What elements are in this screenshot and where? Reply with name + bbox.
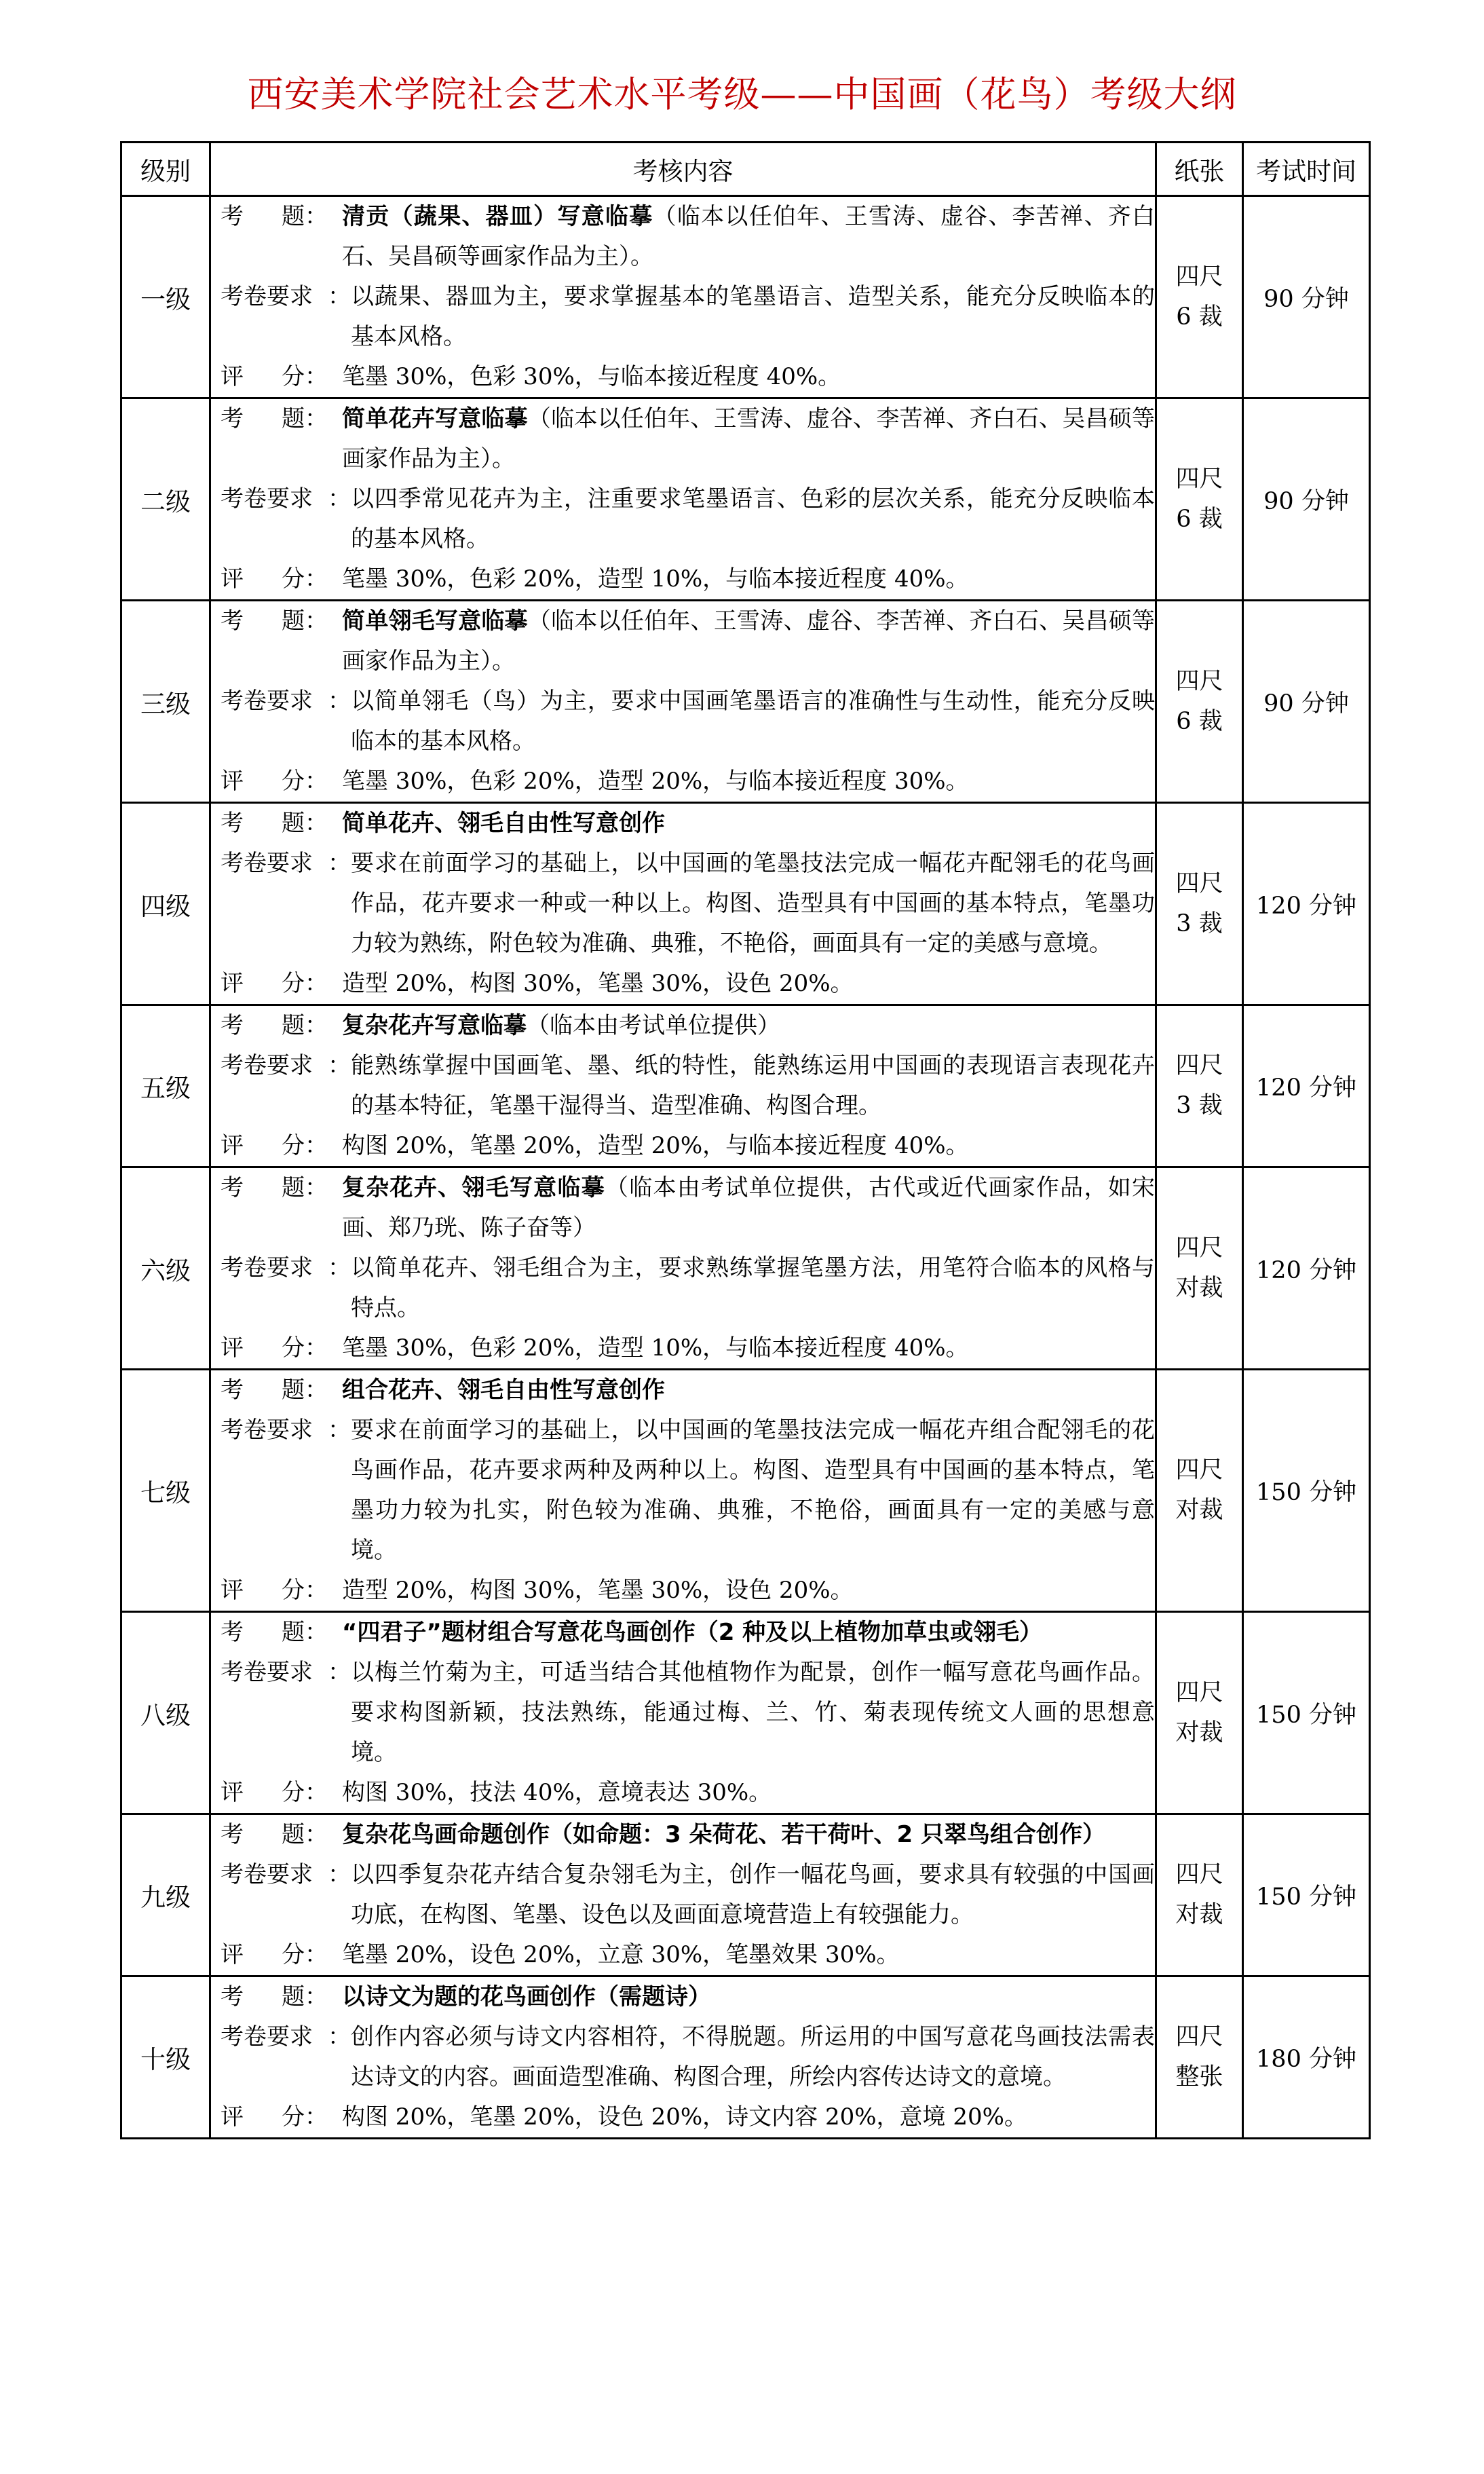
score-line	[211, 1126, 1155, 1166]
score-line	[211, 964, 1155, 1004]
topic-title: 以诗文为题的花鸟画创作（需题诗）	[342, 1983, 711, 2010]
score-line	[211, 559, 1155, 599]
score-text: 构图 30%，技法 40%，意境表达 30%。	[342, 1779, 772, 1806]
table-row	[121, 1612, 1370, 1814]
topic-label: 考 题 ：	[221, 203, 328, 230]
requirement-label: 考卷要求 ：	[221, 1417, 351, 1444]
score-text: 构图 20%，笔墨 20%，设色 20%，诗文内容 20%，意境 20%。	[342, 2103, 1027, 2131]
topic-label: 考 题 ：	[221, 1619, 328, 1646]
paper-cut: 对裁	[1175, 1901, 1223, 1928]
requirement-label: 考卷要求 ：	[221, 2023, 351, 2050]
topic-note: （临本由考试单位提供）	[527, 1012, 780, 1039]
paper-cut: 整张	[1175, 2063, 1223, 2091]
requirement-label: 考卷要求 ：	[221, 283, 351, 310]
score-text: 造型 20%，构图 30%，笔墨 30%，设色 20%。	[342, 1577, 854, 1604]
score-line	[211, 762, 1155, 802]
requirement-text: 以蔬果、器皿为主，要求掌握基本的笔墨语言、造型关系，能充分反映临本的基本风格。	[351, 283, 1155, 350]
time-cell: 150 分钟	[1243, 1612, 1370, 1814]
topic-title: 简单花卉写意临摹	[342, 405, 528, 432]
topic-label: 考 题 ：	[221, 607, 328, 635]
requirement-text: 以梅兰竹菊为主，可适当结合其他植物作为配景，创作一幅写意花鸟画作品。要求构图新颖，技法熟练，能通过梅、兰、竹、菊表现传统文人画的思想意境。	[351, 1659, 1155, 1766]
topic-line	[211, 1977, 1155, 2017]
time-cell: 120 分钟	[1243, 803, 1370, 1005]
topic-title: 复杂花鸟画命题创作（如命题：3 朵荷花、若干荷叶、2 只翠鸟组合创作）	[342, 1821, 1105, 1848]
requirement-label: 考卷要求 ：	[221, 1861, 351, 1888]
paper-cell	[1156, 1370, 1243, 1612]
time-cell: 90 分钟	[1243, 196, 1370, 398]
requirement-label: 考卷要求 ：	[221, 688, 351, 715]
level-cell: 七级	[121, 1370, 210, 1612]
content-cell	[210, 1167, 1156, 1370]
paper-cut: 3 裁	[1176, 910, 1223, 937]
paper-cell	[1156, 196, 1243, 398]
paper-size: 四尺	[1175, 2023, 1223, 2050]
score-label: 评 分 ：	[221, 565, 328, 593]
time-cell: 150 分钟	[1243, 1814, 1370, 1976]
table-row	[121, 1814, 1370, 1976]
requirement-line	[211, 1248, 1155, 1328]
score-label: 评 分 ：	[221, 1132, 328, 1159]
content-cell	[210, 398, 1156, 601]
topic-label: 考 题 ：	[221, 1376, 328, 1404]
requirement-line	[211, 681, 1155, 762]
level-cell: 九级	[121, 1814, 210, 1976]
topic-line	[211, 1168, 1155, 1248]
topic-label: 考 题 ：	[221, 1821, 328, 1848]
exam-outline-table	[120, 141, 1371, 2139]
paper-cut: 对裁	[1175, 1719, 1223, 1746]
requirement-text: 要求在前面学习的基础上，以中国画的笔墨技法完成一幅花卉配翎毛的花鸟画作品，花卉要求一种或一种以上。构图、造型具有中国画的基本特点，笔墨功力较为熟练，附色较为准确、典雅，不艳俗，画面具有一定的美感与意境。	[351, 850, 1155, 957]
score-label: 评 分 ：	[221, 363, 328, 390]
level-cell: 十级	[121, 1976, 210, 2139]
requirement-line	[211, 277, 1155, 357]
paper-cell	[1156, 1167, 1243, 1370]
score-line	[211, 1773, 1155, 1813]
requirement-text: 以四季常见花卉为主，注重要求笔墨语言、色彩的层次关系，能充分反映临本的基本风格。	[351, 485, 1155, 552]
time-cell: 90 分钟	[1243, 601, 1370, 803]
requirement-text: 能熟练掌握中国画笔、墨、纸的特性，能熟练运用中国画的表现语言表现花卉的基本特征，笔墨干湿得当、造型准确、构图合理。	[351, 1052, 1155, 1119]
topic-line	[211, 1613, 1155, 1653]
score-label: 评 分 ：	[221, 1334, 328, 1362]
score-label: 评 分 ：	[221, 1779, 328, 1806]
header-level: 级别	[121, 143, 210, 196]
requirement-text: 要求在前面学习的基础上，以中国画的笔墨技法完成一幅花卉组合配翎毛的花鸟画作品，花卉要求两种及两种以上。构图、造型具有中国画的基本特点，笔墨功力较为扎实，附色较为准确、典雅，不艳俗，画面具有一定的美感与意境。	[351, 1417, 1155, 1564]
paper-cell	[1156, 1612, 1243, 1814]
header-content: 考核内容	[210, 143, 1156, 196]
paper-size: 四尺	[1175, 667, 1223, 695]
topic-line	[211, 601, 1155, 681]
topic-line	[211, 1815, 1155, 1855]
requirement-line	[211, 1410, 1155, 1571]
score-text: 笔墨 30%，色彩 30%，与临本接近程度 40%。	[342, 363, 841, 390]
paper-cut: 对裁	[1175, 1274, 1223, 1302]
score-label: 评 分 ：	[221, 1577, 328, 1604]
requirement-label: 考卷要求 ：	[221, 1052, 351, 1079]
paper-cut: 对裁	[1175, 1497, 1223, 1524]
content-cell	[210, 601, 1156, 803]
time-cell: 90 分钟	[1243, 398, 1370, 601]
level-cell: 六级	[121, 1167, 210, 1370]
time-cell: 150 分钟	[1243, 1370, 1370, 1612]
score-label: 评 分 ：	[221, 1941, 328, 1968]
topic-label: 考 题 ：	[221, 1983, 328, 2010]
requirement-line	[211, 1653, 1155, 1773]
paper-cell	[1156, 1814, 1243, 1976]
score-label: 评 分 ：	[221, 970, 328, 997]
requirement-text: 创作内容必须与诗文内容相符，不得脱题。所运用的中国写意花鸟画技法需表达诗文的内容。画面造型准确、构图合理，所绘内容传达诗文的意境。	[351, 2023, 1155, 2091]
score-line	[211, 1571, 1155, 1611]
time-cell: 120 分钟	[1243, 1005, 1370, 1167]
content-cell	[210, 1814, 1156, 1976]
level-cell: 一级	[121, 196, 210, 398]
topic-title: “四君子”题材组合写意花鸟画创作（2 种及以上植物加草虫或翎毛）	[342, 1619, 1043, 1646]
paper-cut: 6 裁	[1176, 303, 1223, 331]
paper-cell	[1156, 601, 1243, 803]
topic-title: 清贡（蔬果、器皿）写意临摹	[342, 203, 653, 230]
topic-line	[211, 399, 1155, 479]
paper-cut: 6 裁	[1176, 505, 1223, 533]
requirement-label: 考卷要求 ：	[221, 1254, 351, 1281]
topic-title: 简单翎毛写意临摹	[342, 607, 528, 635]
paper-cut: 3 裁	[1176, 1092, 1223, 1119]
score-label: 评 分 ：	[221, 768, 328, 795]
requirement-text: 以四季复杂花卉结合复杂翎毛为主，创作一幅花鸟画，要求具有较强的中国画功底，在构图、笔墨、设色以及画面意境营造上有较强能力。	[351, 1861, 1155, 1928]
topic-line	[211, 1006, 1155, 1046]
time-cell: 120 分钟	[1243, 1167, 1370, 1370]
topic-title: 复杂花卉、翎毛写意临摹	[342, 1174, 605, 1201]
paper-cut: 6 裁	[1176, 707, 1223, 735]
table-row	[121, 398, 1370, 601]
score-line	[211, 1328, 1155, 1368]
requirement-label: 考卷要求 ：	[221, 1659, 351, 1686]
requirement-text: 以简单花卉、翎毛组合为主，要求熟练掌握笔墨方法，用笔符合临本的风格与特点。	[351, 1254, 1155, 1322]
content-cell	[210, 803, 1156, 1005]
requirement-label: 考卷要求 ：	[221, 850, 351, 877]
time-cell: 180 分钟	[1243, 1976, 1370, 2139]
paper-size: 四尺	[1175, 1861, 1223, 1888]
paper-size: 四尺	[1175, 1457, 1223, 1484]
paper-cell	[1156, 398, 1243, 601]
content-cell	[210, 196, 1156, 398]
table-row	[121, 1370, 1370, 1612]
topic-note: （临本以任伯年、王雪涛、虚谷、李苦禅、齐白石、吴昌硕等画家作品为主）。	[342, 607, 1156, 675]
paper-size: 四尺	[1175, 465, 1223, 493]
paper-size: 四尺	[1175, 1679, 1223, 1706]
score-text: 造型 20%，构图 30%，笔墨 30%，设色 20%。	[342, 970, 854, 997]
requirement-line	[211, 1855, 1155, 1935]
table-header-row	[121, 143, 1370, 196]
requirement-line	[211, 1046, 1155, 1126]
topic-title: 简单花卉、翎毛自由性写意创作	[342, 810, 665, 837]
requirement-line	[211, 479, 1155, 559]
score-text: 笔墨 20%，设色 20%，立意 30%，笔墨效果 30%。	[342, 1941, 900, 1968]
topic-note: （临本由考试单位提供，古代或近代画家作品，如宋画、郑乃珖、陈子奋等）	[342, 1174, 1155, 1241]
topic-note: （临本以任伯年、王雪涛、虚谷、李苦禅、齐白石、吴昌硕等画家作品为主）。	[342, 203, 1155, 270]
topic-label: 考 题 ：	[221, 1012, 328, 1039]
topic-label: 考 题 ：	[221, 1174, 328, 1201]
table-row	[121, 1005, 1370, 1167]
table-row	[121, 601, 1370, 803]
level-cell: 二级	[121, 398, 210, 601]
content-cell	[210, 1005, 1156, 1167]
paper-cell	[1156, 803, 1243, 1005]
score-label: 评 分 ：	[221, 2103, 328, 2131]
table-row	[121, 803, 1370, 1005]
level-cell: 三级	[121, 601, 210, 803]
level-cell: 八级	[121, 1612, 210, 1814]
paper-size: 四尺	[1175, 263, 1223, 290]
score-text: 笔墨 30%，色彩 20%，造型 10%，与临本接近程度 40%。	[342, 565, 969, 593]
table-row	[121, 1976, 1370, 2139]
requirement-label: 考卷要求 ：	[221, 485, 351, 512]
topic-title: 组合花卉、翎毛自由性写意创作	[342, 1376, 665, 1404]
score-text: 笔墨 30%，色彩 20%，造型 20%，与临本接近程度 30%。	[342, 768, 969, 795]
topic-note: （临本以任伯年、王雪涛、虚谷、李苦禅、齐白石、吴昌硕等画家作品为主）。	[342, 405, 1156, 472]
topic-label: 考 题 ：	[221, 405, 328, 432]
topic-line	[211, 1370, 1155, 1410]
requirement-line	[211, 844, 1155, 964]
score-line	[211, 357, 1155, 397]
requirement-text: 以简单翎毛（鸟）为主，要求中国画笔墨语言的准确性与生动性，能充分反映临本的基本风格。	[351, 688, 1155, 755]
paper-cell	[1156, 1976, 1243, 2139]
paper-cell	[1156, 1005, 1243, 1167]
topic-line	[211, 197, 1155, 277]
score-line	[211, 2097, 1155, 2137]
page-title: 西安美术学院社会艺术水平考级——中国画（花鸟）考级大纲	[247, 74, 1237, 115]
topic-title: 复杂花卉写意临摹	[342, 1012, 527, 1039]
paper-size: 四尺	[1175, 1234, 1223, 1262]
score-text: 构图 20%，笔墨 20%，造型 20%，与临本接近程度 40%。	[342, 1132, 969, 1159]
paper-size: 四尺	[1175, 869, 1223, 897]
header-time: 考试时间	[1243, 143, 1370, 196]
content-cell	[210, 1370, 1156, 1612]
content-cell	[210, 1976, 1156, 2139]
score-text: 笔墨 30%，色彩 20%，造型 10%，与临本接近程度 40%。	[342, 1334, 969, 1362]
level-cell: 五级	[121, 1005, 210, 1167]
content-cell	[210, 1612, 1156, 1814]
header-paper: 纸张	[1156, 143, 1243, 196]
paper-size: 四尺	[1175, 1052, 1223, 1079]
requirement-line	[211, 2017, 1155, 2097]
table-row	[121, 1167, 1370, 1370]
topic-line	[211, 804, 1155, 844]
level-cell: 四级	[121, 803, 210, 1005]
score-line	[211, 1935, 1155, 1975]
table-row	[121, 196, 1370, 398]
topic-label: 考 题 ：	[221, 810, 328, 837]
